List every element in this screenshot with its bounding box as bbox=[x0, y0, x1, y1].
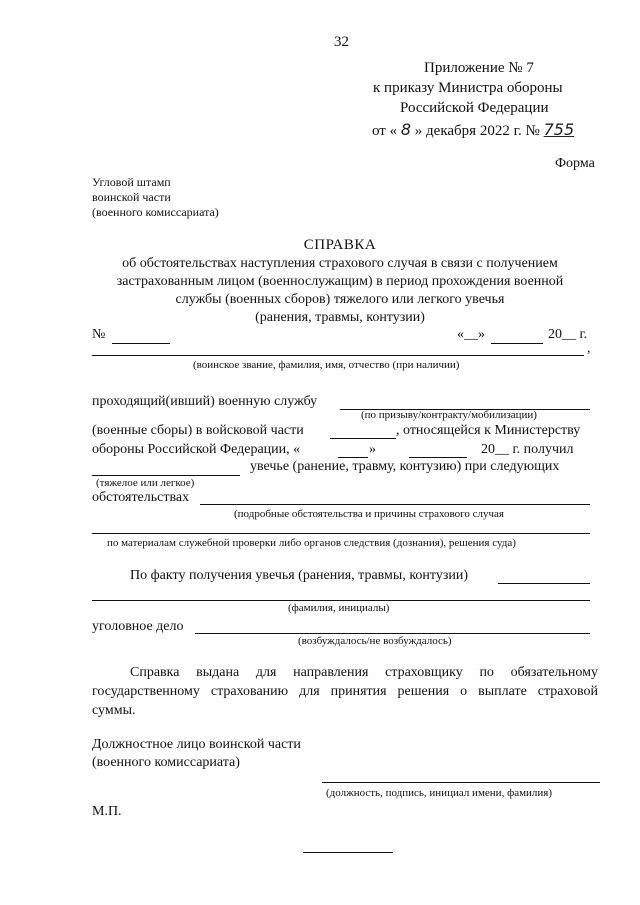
circumstances-label: обстоятельствах bbox=[92, 490, 190, 505]
appendix-date-line bbox=[372, 120, 574, 140]
official-line1: Должностное лицо воинской части bbox=[92, 737, 301, 752]
surname-initials-field bbox=[92, 600, 590, 601]
service-caption: (по призыву/контракту/мобилизации) bbox=[361, 409, 537, 421]
date-prefix: от « bbox=[372, 123, 398, 139]
appendix-order: к приказу Министра обороны bbox=[373, 80, 563, 96]
injury-month-field bbox=[409, 457, 467, 458]
title-line3: службы (военных сборов) тяжелого или легкого увечья bbox=[175, 292, 505, 307]
rank-name-field bbox=[92, 355, 584, 356]
unit-field bbox=[330, 438, 396, 439]
seal-label: М.П. bbox=[92, 804, 122, 819]
stamp-line2: воинской части bbox=[92, 190, 171, 204]
year-label: 20__ г. bbox=[548, 327, 588, 342]
official-line2: (военного комиссариата) bbox=[92, 755, 240, 770]
stamp-line1: Угловой штамп bbox=[92, 175, 171, 189]
circumstances-caption: (подробные обстоятельства и причины страхового случая bbox=[234, 508, 504, 520]
severity-caption: (тяжелое или легкое) bbox=[96, 477, 195, 489]
date-day-handwritten: 8 bbox=[400, 120, 412, 139]
number-label: № bbox=[92, 327, 106, 342]
circumstances-field-2 bbox=[92, 533, 590, 534]
injury-fact-label: По факту получения увечья (ранения, травмы, контузии) bbox=[130, 568, 469, 583]
severity-field bbox=[92, 475, 240, 476]
issued-line3: суммы. bbox=[92, 703, 136, 718]
defense-text-c: 20__ г. получил bbox=[481, 442, 574, 457]
order-number-handwritten: 755 bbox=[543, 120, 575, 139]
title-line4: (ранения, травмы, контузии) bbox=[255, 310, 425, 325]
appendix-title: Приложение № 7 bbox=[424, 60, 534, 76]
issued-line2: государственному страхованию для принятия решения о выплате страховой bbox=[92, 684, 598, 699]
circumstances-caption-2: по материалам служебной проверки либо органов следствия (дознания), решения суда) bbox=[107, 537, 516, 549]
defense-text-a: обороны Российской Федерации, « bbox=[92, 442, 301, 457]
title-line1: об обстоятельствах наступления страхового случая в связи с получением bbox=[122, 256, 558, 271]
date-open: «__» bbox=[457, 327, 485, 342]
injury-fact-field bbox=[498, 583, 590, 584]
criminal-case-label: уголовное дело bbox=[92, 619, 184, 634]
stamp-line3: (военного комиссариата) bbox=[92, 205, 219, 219]
injury-text: увечье (ранение, травму, контузию) при следующих bbox=[250, 459, 560, 474]
criminal-case-field bbox=[195, 633, 590, 634]
page-number: 32 bbox=[334, 34, 349, 50]
form-label: Форма bbox=[555, 156, 595, 171]
title-line2: застрахованным лицом (военнослужащим) в период прохождения военной bbox=[116, 274, 564, 289]
unit-text-b: , относящейся к Министерству bbox=[396, 423, 581, 438]
circumstances-field bbox=[200, 504, 590, 505]
criminal-case-caption: (возбуждалось/не возбуждалось) bbox=[298, 635, 452, 647]
document-heading: СПРАВКА bbox=[303, 237, 377, 253]
defense-text-b: » bbox=[369, 442, 376, 457]
injury-day-field bbox=[338, 457, 368, 458]
issued-line1: Справка выдана для направления страховщику по обязательному bbox=[130, 665, 598, 680]
appendix-country: Российской Федерации bbox=[400, 100, 549, 116]
number-field bbox=[112, 343, 170, 344]
rank-comma: , bbox=[587, 341, 591, 356]
official-caption: (должность, подпись, инициал имени, фамилия) bbox=[326, 787, 553, 799]
month-field bbox=[491, 343, 543, 344]
rank-caption: (воинское звание, фамилия, имя, отчество (при наличии) bbox=[193, 359, 460, 371]
service-label: проходящий(ивший) военную службу bbox=[92, 394, 318, 409]
date-suffix: » декабря 2022 г. № bbox=[414, 123, 540, 139]
official-signature-field bbox=[322, 782, 600, 783]
unit-text-a: (военные сборы) в войсковой части bbox=[92, 423, 304, 438]
surname-caption: (фамилия, инициалы) bbox=[288, 602, 390, 614]
end-divider bbox=[303, 852, 393, 853]
